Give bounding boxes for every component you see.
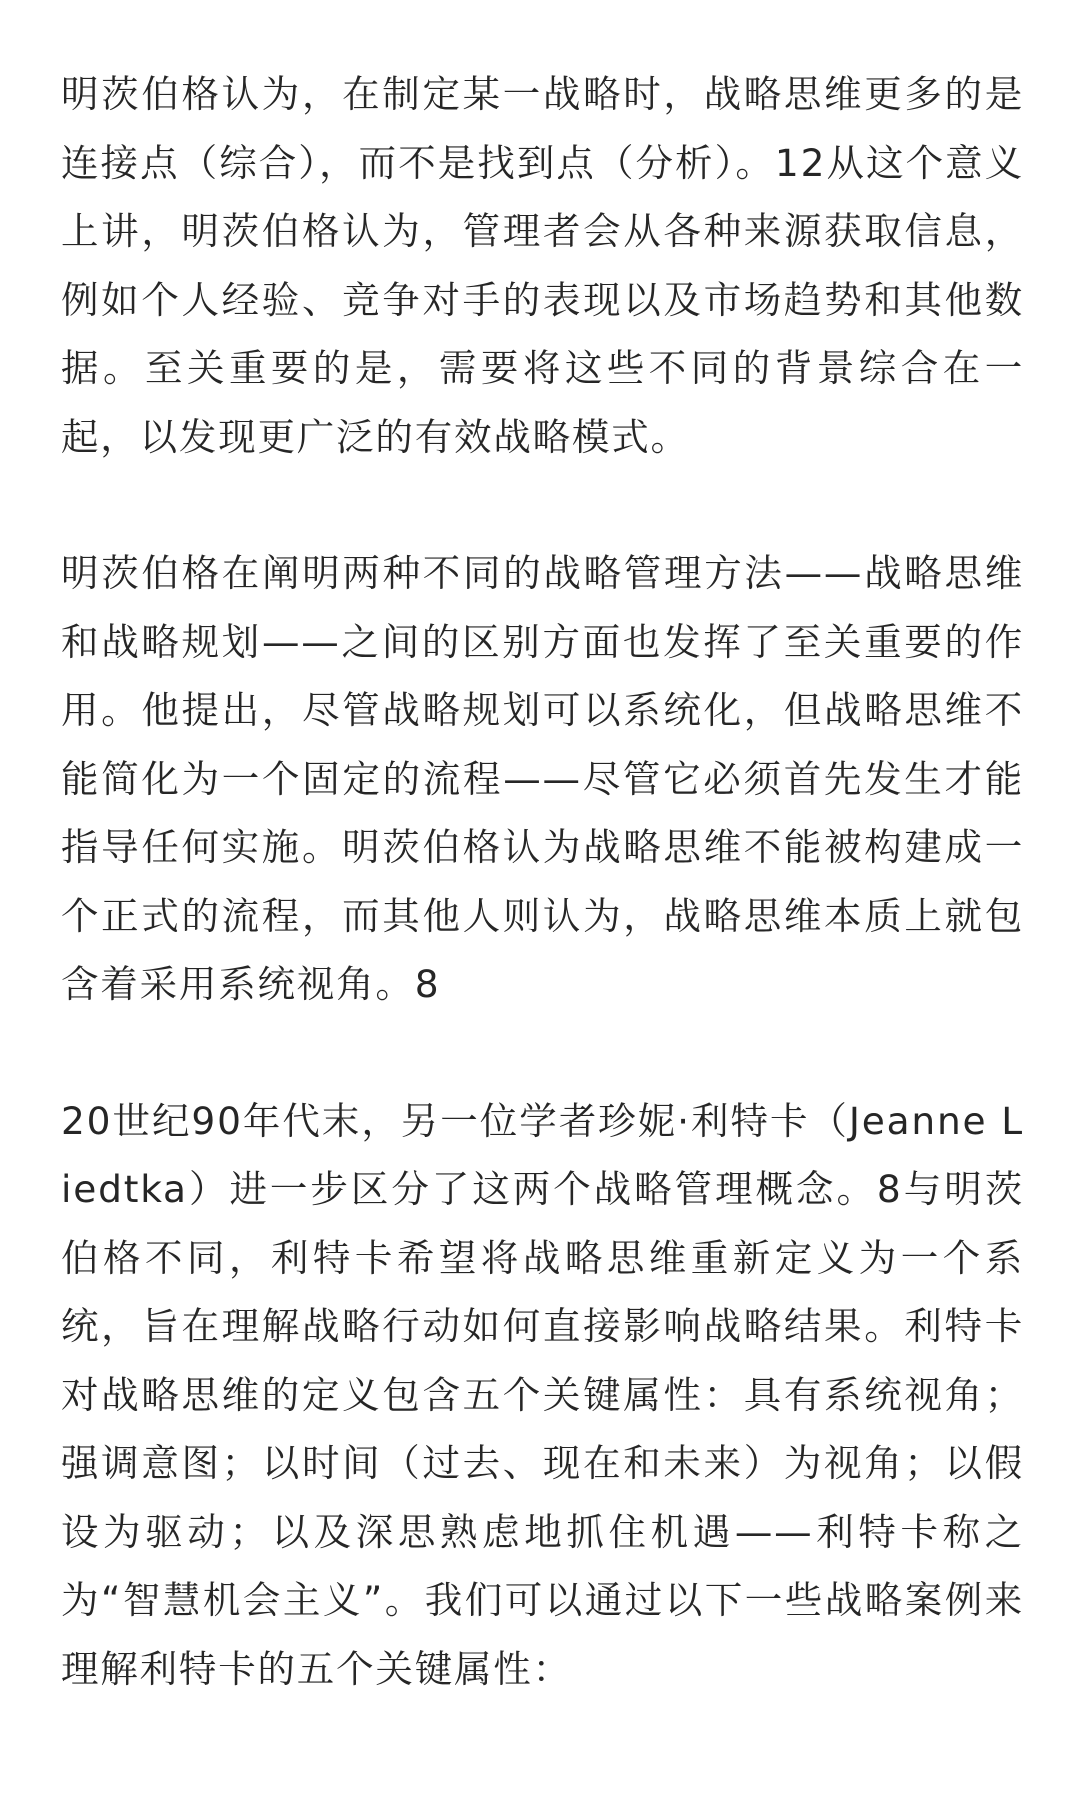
paragraph-synthesis: 明茨伯格认为，在制定某一战略时，战略思维更多的是连接点（综合），而不是找到点（分析）。12从这个意义上讲，明茨伯格认为，管理者会从各种来源获取信息，例如个人经验、竞争对手的表现以及市场趋势和其他数据。至关重要的是，需要将这些不同的背景综合在一起，以发现更广泛的有效战略模式。	[61, 72, 1024, 459]
paragraph-thinking-vs-planning: 明茨伯格在阐明两种不同的战略管理方法——战略思维和战略规划——之间的区别方面也发挥了至关重要的作用。他提出，尽管战略规划可以系统化，但战略思维不能简化为一个固定的流程——尽管它必须首先发生才能指导任何实施。明茨伯格认为战略思维不能被构建成一个正式的流程，而其他人则认为，战略思维本质上就包含着采用系统视角。8	[61, 551, 1024, 1006]
paragraph-liedtka-attributes: 20世纪90年代末，另一位学者珍妮·利特卡（Jeanne Liedtka）进一步区分了这两个战略管理概念。8与明茨伯格不同，利特卡希望将战略思维重新定义为一个系统，旨在理解战略行动如何直接影响战略结果。利特卡对战略思维的定义包含五个关键属性：具有系统视角；强调意图；以时间（过去、现在和未来）为视角；以假设为驱动；以及深思熟虑地抓住机遇——利特卡称之为“智慧机会主义”。我们可以通过以下一些战略案例来理解利特卡的五个关键属性：	[61, 1098, 1024, 1691]
